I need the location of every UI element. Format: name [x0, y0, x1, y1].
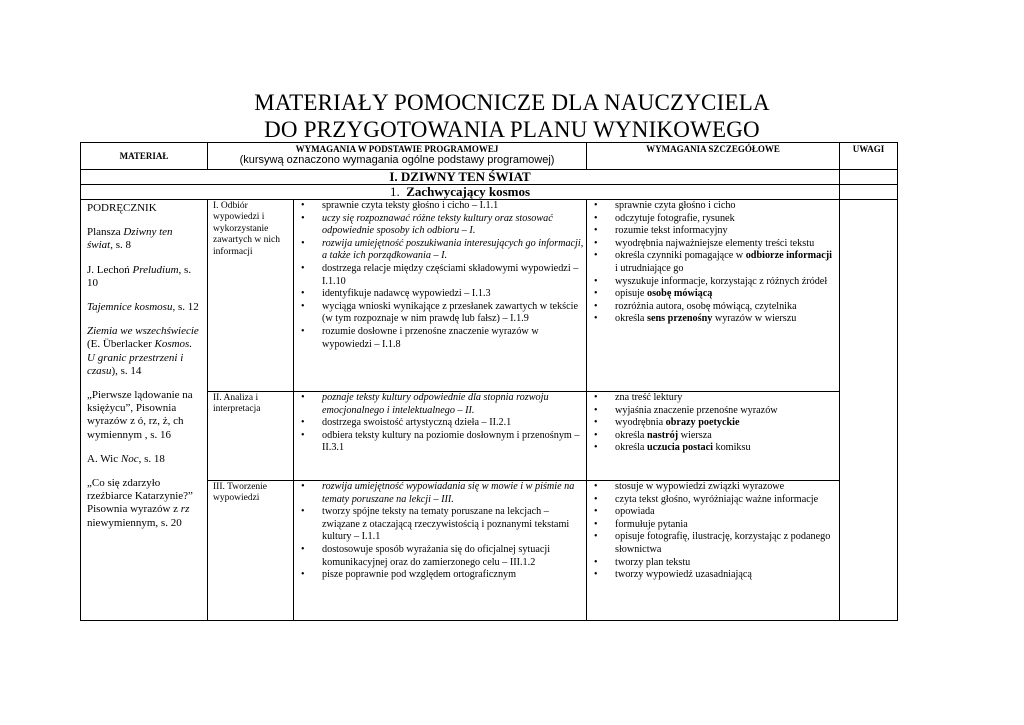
header-material: MATERIAŁ	[81, 143, 208, 170]
area-analysis: II. Analiza i interpretacja	[208, 392, 294, 481]
detailed-item: • wyjaśnia znaczenie przenośne wyrazów	[587, 405, 837, 418]
core-item: • pisze poprawnie pod względem ortograficznym	[294, 569, 584, 582]
topic-row	[81, 185, 898, 200]
detailed-item: • opisuje fotografię, ilustrację, korzystając z podanego słownictwa	[587, 531, 837, 556]
material-item: A. Wic Noc, s. 18	[87, 452, 165, 465]
detailed-item: • stosuje w wypowiedzi związki wyrazowe	[587, 481, 837, 494]
document-title-line2: DO PRZYGOTOWANIA PLANU WYNIKOWEGO	[264, 117, 760, 142]
section-row	[81, 170, 898, 185]
table-header-row	[81, 143, 898, 170]
detailed-item: • opisuje osobę mówiącą	[587, 288, 837, 301]
detailed-item: • tworzy wypowiedź uzasadniającą	[587, 569, 837, 582]
detailed-item: • formułuje pytania	[587, 519, 837, 532]
detailed-item: • tworzy plan tekstu	[587, 557, 837, 570]
material-item: PODRĘCZNIK	[87, 202, 157, 214]
detailed-list	[587, 481, 839, 582]
material-item: „Co się zdarzyło rzeźbiarce Katarzynie?” Pisownia wyrazów z rz niewymiennym, s. 20	[87, 477, 193, 529]
core-item: • rozumie dosłowne i przenośne znaczenie wyrazów w wypowiedzi – I.1.8	[294, 326, 584, 351]
detailed-item: • określa czynniki pomagające w odbiorze informacji i utrudniające go	[587, 250, 837, 275]
core-item: • wyciąga wnioski wynikające z przesłanek zawartych w tekście (w tym rozpoznaje w nim prawdę lub fałsz) – I.1.9	[294, 301, 584, 326]
core-item: • rozwija umiejętność poszukiwania interesujących go informacji, a także ich porządkowania – I.	[294, 238, 584, 263]
notes-cell	[840, 200, 898, 621]
core-item: • dostrzega swoistość artystyczną dzieła – II.2.1	[294, 417, 584, 430]
detailed-creation	[587, 481, 840, 621]
core-item: • rozwija umiejętność wypowiadania się w mowie i w piśmie na tematy poruszane na lekcji – III.	[294, 481, 584, 506]
topic-number: 1.	[389, 184, 400, 199]
detailed-item: • wyodrębnia najważniejsze elementy treści tekstu	[587, 238, 837, 251]
topic-notes-cell	[840, 185, 898, 200]
material-item: J. Lechoń Preludium, s. 10	[87, 263, 192, 289]
core-reception	[294, 200, 587, 392]
header-requirements	[208, 143, 587, 170]
core-item: • dostosowuje sposób wyrażania się do oficjalnej sytuacji komunikacyjnej oraz do zamierzonego celu – III.1.2	[294, 544, 584, 569]
detailed-item: • wyszukuje informacje, korzystając z różnych źródeł	[587, 276, 837, 289]
core-item: • uczy się rozpoznawać różne teksty kultury oraz stosować odpowiednie sposoby ich odbioru – I.	[294, 213, 584, 238]
detailed-item: • odczytuje fotografie, rysunek	[587, 213, 837, 226]
detailed-item: • określa sens przenośny wyrazów w wierszu	[587, 313, 837, 326]
detailed-list	[587, 200, 839, 326]
detailed-list	[587, 392, 839, 455]
core-item: • sprawnie czyta teksty głośno i cicho – I.1.1	[294, 200, 584, 213]
detailed-item: • rozumie tekst informacyjny	[587, 225, 837, 238]
detailed-analysis	[587, 392, 840, 481]
detailed-item: • czyta tekst głośno, wyróżniając ważne informacje	[587, 494, 837, 507]
section-title: I. DZIWNY TEN ŚWIAT	[81, 170, 840, 185]
detailed-item: • opowiada	[587, 506, 837, 519]
detailed-item: • określa uczucia postaci komiksu	[587, 442, 837, 455]
header-detailed: WYMAGANIA SZCZEGÓŁOWE	[587, 143, 840, 170]
detailed-item: • zna treść lektury	[587, 392, 837, 405]
plan-table	[80, 142, 898, 621]
header-requirements-label: WYMAGANIA W PODSTAWIE PROGRAMOWEJ	[295, 144, 499, 154]
detailed-item: • określa nastrój wiersza	[587, 430, 837, 443]
material-item: Tajemnice kosmosu, s. 12	[87, 301, 199, 314]
core-list	[294, 392, 586, 455]
core-item: • poznaje teksty kultury odpowiednie dla stopnia rozwoju emocjonalnego i intelektualnego – II.	[294, 392, 584, 417]
document-title-line1: MATERIAŁY POMOCNICZE DLA NAUCZYCIELA	[254, 90, 770, 115]
core-item: • dostrzega relacje między częściami składowymi wypowiedzi – I.1.10	[294, 263, 584, 288]
core-creation	[294, 481, 587, 621]
core-list	[294, 200, 586, 351]
core-item: • odbiera teksty kultury na poziomie dosłownym i przenośnym – II.3.1	[294, 430, 584, 455]
core-list	[294, 481, 586, 582]
material-item: Ziemia we wszechświecie (E. Überlacker Kosmos. U granic przestrzeni i czasu), s. 14	[87, 325, 199, 377]
detailed-item: • rozróżnia autora, osobę mówiącą, czytelnika	[587, 301, 837, 314]
topic-name: Zachwycający kosmos	[406, 184, 531, 199]
detailed-item: • wyodrębnia obrazy poetyckie	[587, 417, 837, 430]
core-item: • tworzy spójne teksty na tematy poruszane na lekcjach – związane z otaczającą rzeczywistością i poznanymi tekstami kultury – I.1.1	[294, 506, 584, 544]
header-requirements-note: (kursywą oznaczono wymagania ogólne podstawy programowej)	[239, 154, 555, 166]
core-item: • identyfikuje nadawcę wypowiedzi – I.1.3	[294, 288, 584, 301]
area-creation: III. Tworzenie wypowiedzi	[208, 481, 294, 621]
material-item: „Pierwsze lądowanie na księżycu”, Pisownia wyrazów z ó, rz, ż, ch wymiennym , s. 16	[87, 389, 193, 441]
area-reception: I. Odbiór wypowiedzi i wykorzystanie zawartych w nich informacji	[208, 200, 294, 392]
header-notes: UWAGI	[840, 143, 898, 170]
core-analysis	[294, 392, 587, 481]
detailed-reception	[587, 200, 840, 392]
material-item: Plansza Dziwny ten świat, s. 8	[87, 226, 173, 252]
topic-title	[81, 185, 840, 200]
detailed-item: • sprawnie czyta głośno i cicho	[587, 200, 837, 213]
material-cell	[81, 200, 208, 621]
row-reception	[81, 200, 898, 392]
section-notes-cell	[840, 170, 898, 185]
